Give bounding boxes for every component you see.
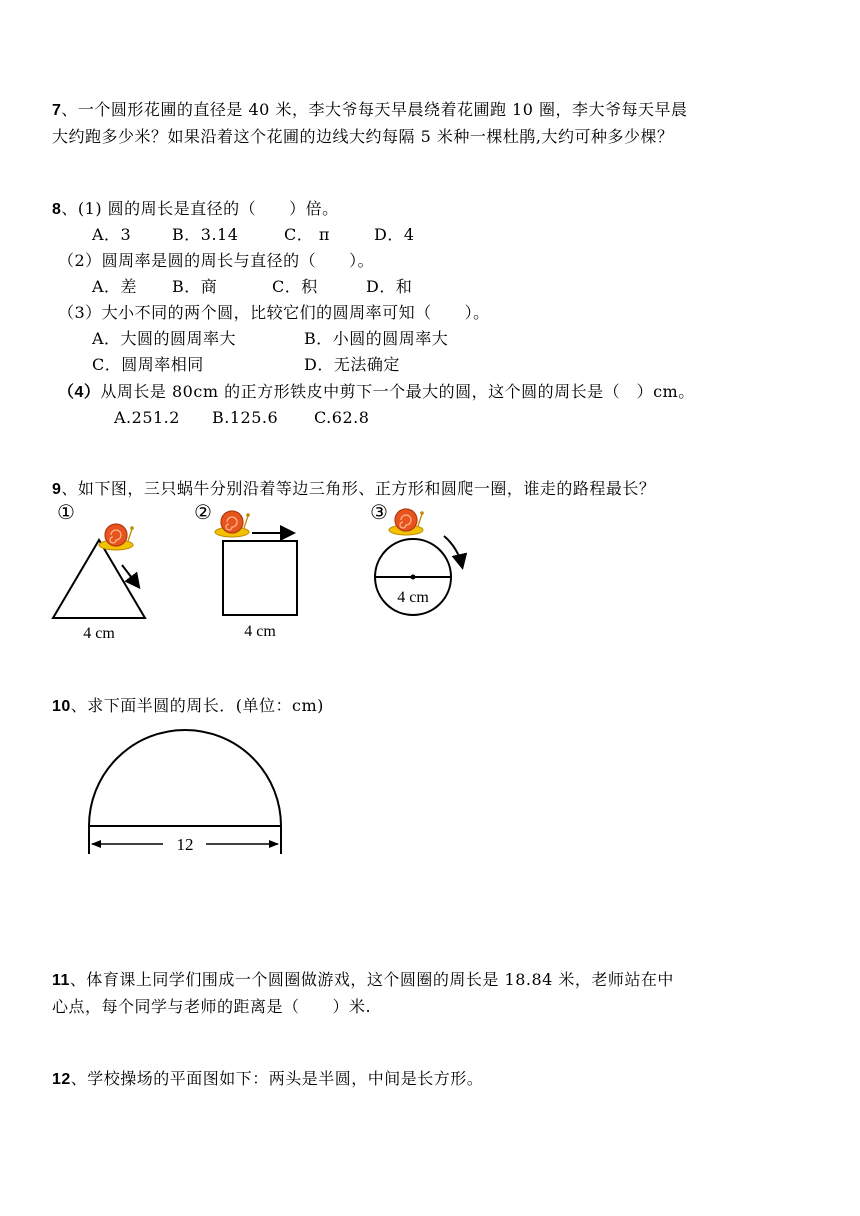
q7-line-2: 大约跑多少米？如果沿着这个花圃的边线大约每隔 5 米种一棵杜鹃,大约可种多少棵？ xyxy=(52,127,674,146)
q8-part-3: （3）大小不同的两个圆，比较它们的圆周率可知（ ）。 xyxy=(58,303,490,322)
snail-icon-2 xyxy=(215,511,250,537)
q10-text-line xyxy=(52,695,324,718)
q7-text-1: 、一个圆形花圃的直径是 40 米，李大爷每天早晨绕着花圃跑 10 圈，李大爷每天早晨 xyxy=(61,100,688,119)
q11-line-2: 心点，每个同学与老师的距离是（ ）米. xyxy=(52,997,372,1016)
diameter-label: 12 xyxy=(176,835,194,854)
q7-line-1 xyxy=(52,99,687,122)
figure-2-label: 4 cm xyxy=(244,623,276,640)
q8-number: 8 xyxy=(52,201,62,218)
q8-part-2: （2）圆周率是圆的周长与直径的（ ）。 xyxy=(58,251,375,270)
square-shape xyxy=(223,541,297,615)
q9-number: 9 xyxy=(52,481,62,498)
semicircle-arc xyxy=(89,730,281,826)
q11-number: 11 xyxy=(52,972,70,989)
q8-p1-option-d: D．4 xyxy=(374,225,415,244)
q8-part-1 xyxy=(52,198,339,221)
figure-1-label: 4 cm xyxy=(83,625,115,642)
figure-2-marker: ② xyxy=(194,502,212,524)
q8-p1-option-b: B．3.14 xyxy=(172,225,239,244)
q11-line-1 xyxy=(52,969,674,992)
q8-p2-option-d: D．和 xyxy=(366,277,413,296)
circle-center xyxy=(411,575,416,580)
snail-icon-3 xyxy=(389,509,424,535)
figure-1-marker: ① xyxy=(57,502,75,524)
q10-text: 、求下面半圆的周长．(单位：cm) xyxy=(70,696,324,715)
figure-3-label: 4 cm xyxy=(397,589,429,606)
triangle-shape xyxy=(53,540,145,618)
dimension-arrow-right xyxy=(269,840,279,848)
figure-3-marker: ③ xyxy=(370,502,388,524)
snail-icon-1 xyxy=(99,524,134,550)
q12-number: 12 xyxy=(52,1071,71,1088)
q8-part-4 xyxy=(58,381,695,404)
q8-part-4-text: 从周长是 80cm 的正方形铁皮中剪下一个最大的圆，这个圆的周长是（ ）cm。 xyxy=(100,382,695,401)
q8-p4-option-a: A.251.2 xyxy=(114,408,180,427)
q8-p3-option-a: A．大圆的圆周率大 xyxy=(92,329,237,348)
q8-p3-option-b: B．小圆的圆周率大 xyxy=(304,329,449,348)
q8-p1-option-c: C． π xyxy=(284,225,330,244)
q12-text: 、学校操场的平面图如下：两头是半圆，中间是长方形。 xyxy=(70,1069,484,1088)
q11-text-1: 、体育课上同学们围成一个圆圈做游戏，这个圆圈的周长是 18.84 米，老师站在中 xyxy=(69,970,674,989)
q7-number: 7 xyxy=(52,102,62,119)
q8-p3-option-c: C．圆周率相同 xyxy=(92,355,204,374)
q8-p1-option-a: A．3 xyxy=(92,225,132,244)
q8-p2-option-c: C．积 xyxy=(272,277,318,296)
q8-p2-option-b: B．商 xyxy=(172,277,218,296)
q9-text: 、如下图，三只蜗牛分别沿着等边三角形、正方形和圆爬一圈，谁走的路程最长？ xyxy=(61,479,656,498)
semicircle-figure xyxy=(80,725,295,865)
q8-part-4-label: （4） xyxy=(58,384,101,401)
q8-p2-option-a: A．差 xyxy=(92,277,138,296)
dimension-arrow-left xyxy=(91,840,101,848)
q8-p4-option-b: B.125.6 xyxy=(212,408,279,427)
q9-figures xyxy=(0,495,860,655)
q8-p3-option-d: D．无法确定 xyxy=(304,355,400,374)
q12-text-line xyxy=(52,1068,483,1091)
q8-p4-option-c: C.62.8 xyxy=(314,408,370,427)
q8-part-1-text: 、(1) 圆的周长是直径的（ ）倍。 xyxy=(61,199,339,218)
q10-number: 10 xyxy=(52,698,71,715)
